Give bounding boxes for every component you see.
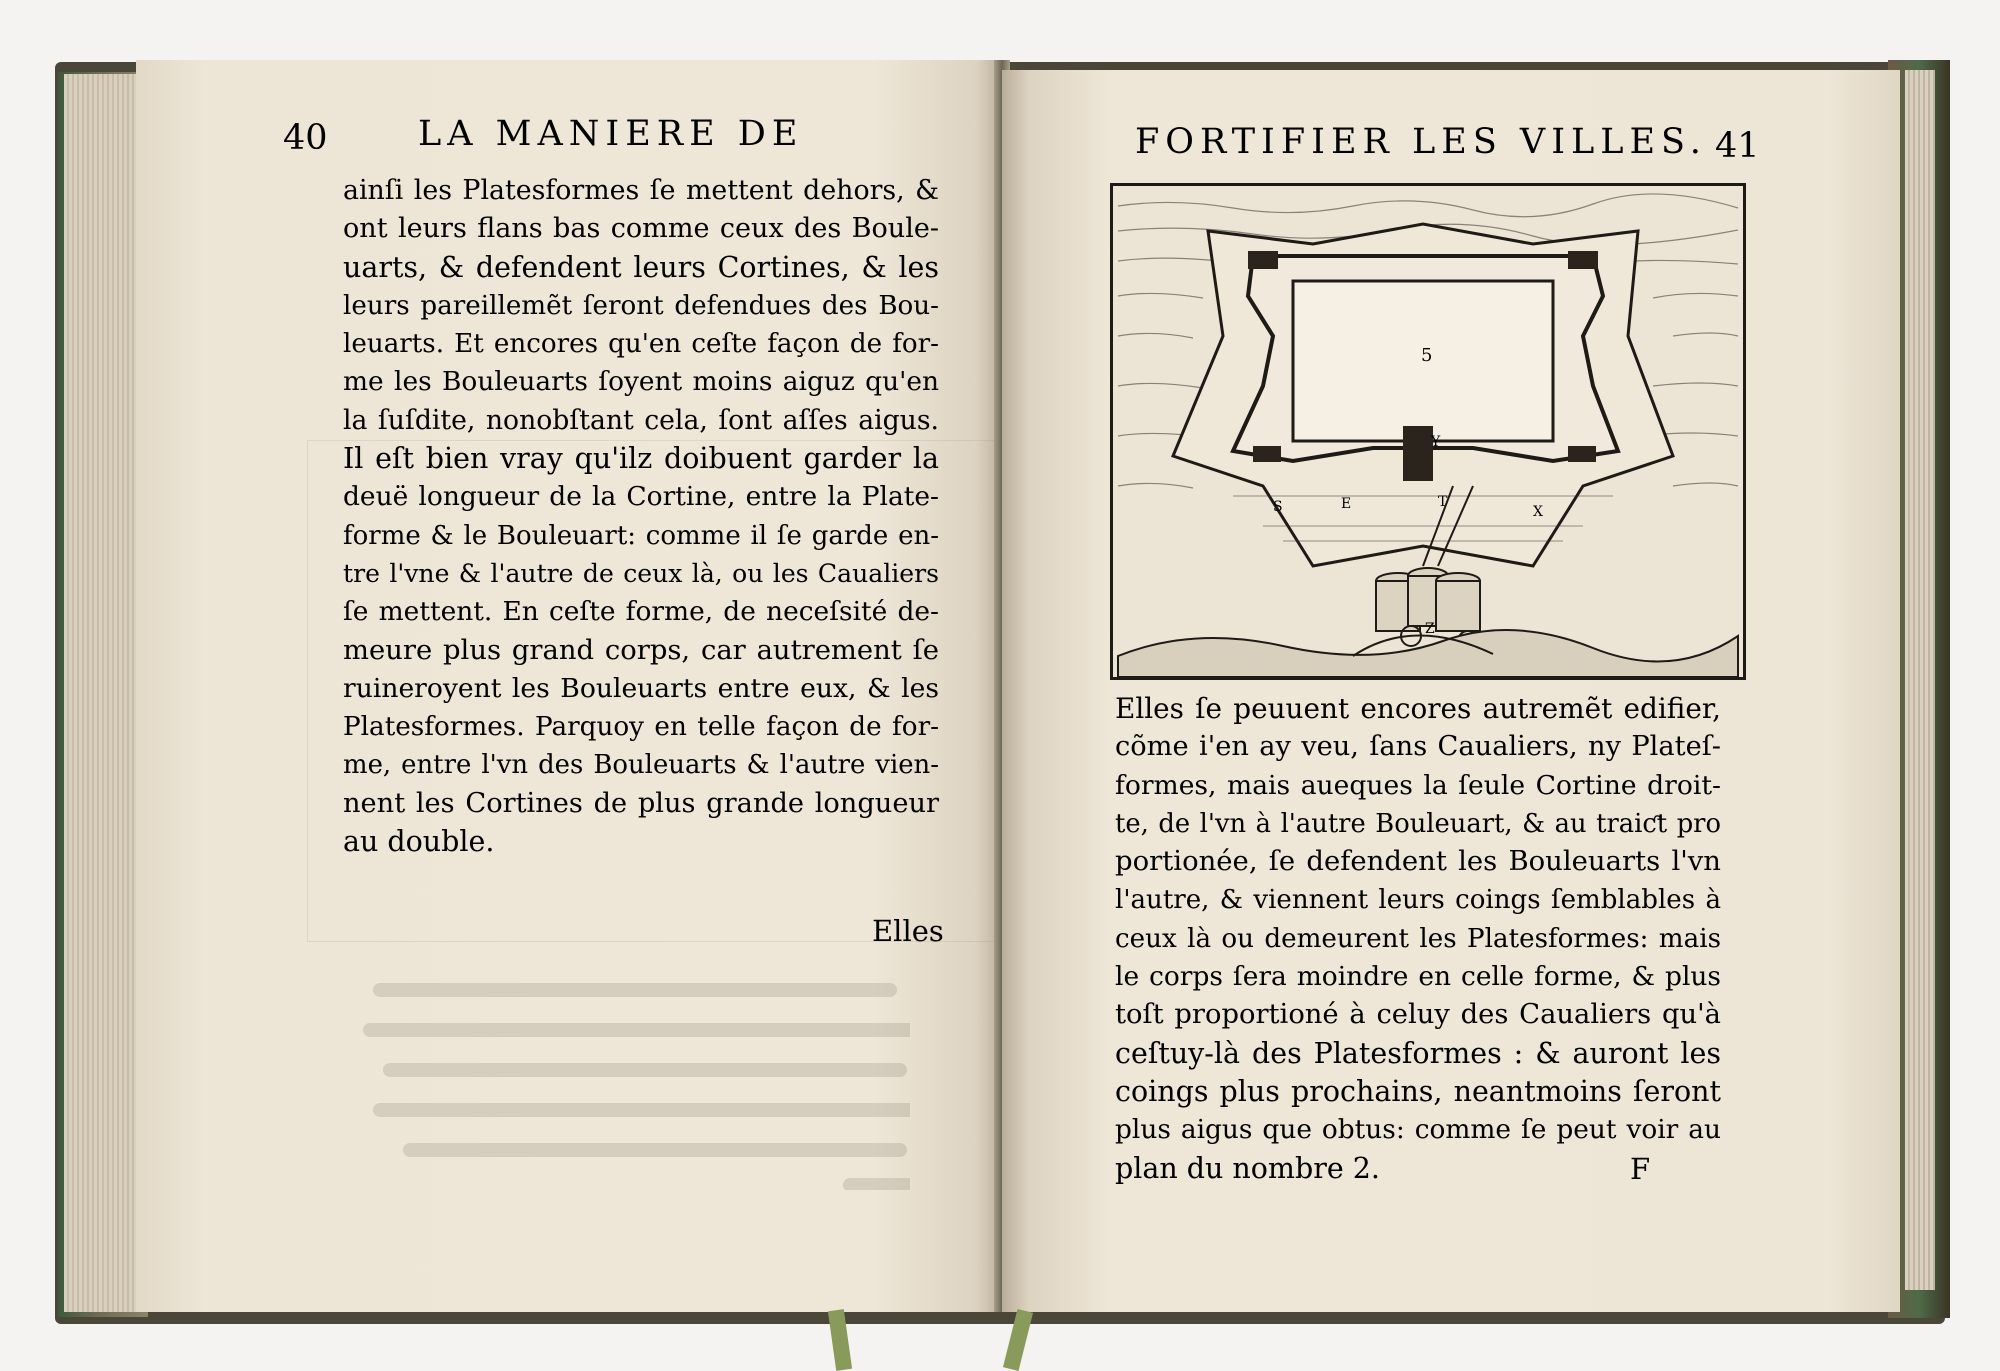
text-line: meure plus grand corps, car autrement ſe (343, 634, 939, 666)
figure-label-t: T (1438, 494, 1448, 510)
text-line: plus aigus que obtus: comme ſe peut voir au (1115, 1114, 1721, 1146)
text-line: ainſi les Platesformes ſe mettent dehors, & (343, 175, 939, 206)
left-page-number: 40 (283, 118, 328, 158)
figure-label-center: 5 (1421, 345, 1433, 366)
figure-label-x: X (1533, 504, 1543, 520)
text-line: l'autre, & viennent leurs coings ſemblables à (1115, 885, 1721, 916)
text-line: formes, mais aueques la ſeule Cortine droit- (1115, 769, 1721, 801)
ink-bleed-through (350, 980, 910, 1190)
text-line: leuarts. Et encores qu'en ceſte façon de for- (343, 329, 939, 360)
left-running-head: LA MANIERE DE (418, 114, 804, 154)
text-line: le corps ſera moindre en celle forme, & plus (1115, 961, 1721, 993)
text-line: toſt proportioné à celuy des Caualiers qu'à (1115, 999, 1721, 1031)
figure-label-s: S (1273, 499, 1283, 515)
text-line: ont leurs flans bas comme ceux des Boule- (343, 213, 939, 245)
text-line: Platesformes. Parquoy en telle façon de for- (343, 712, 939, 743)
fortification-plan-illustration (1113, 186, 1743, 677)
signature-mark: F (1630, 1152, 1651, 1186)
figure-label-z: Z (1425, 621, 1435, 637)
text-line: forme & le Bouleuart: comme il ſe garde en- (343, 520, 939, 551)
bleed-lines (350, 980, 910, 1190)
catchword: Elles (872, 914, 944, 948)
right-body-text (1115, 690, 1721, 1188)
fortification-woodcut (1110, 183, 1746, 680)
text-line: nent les Cortines de plus grande longueur (343, 787, 939, 819)
figure-label-y: Y (1431, 434, 1441, 450)
text-line: te, de l'vn à l'autre Bouleuart, & au traiƈt pro (1115, 808, 1721, 839)
text-line: Elles ſe peuuent encores autremẽt edifier, (1115, 692, 1721, 725)
text-line: coings plus prochains, neantmoins ſeront (1115, 1074, 1721, 1108)
figure-label-e: E (1341, 496, 1352, 512)
text-line: leurs pareillemẽt ſeront defendues des Bou- (343, 290, 939, 321)
right-page-edges (1905, 70, 1935, 1290)
right-running-head: FORTIFIER LES VILLES. (1135, 122, 1707, 162)
left-page-edges (64, 74, 140, 1312)
text-line: deuë longueur de la Cortine, entre la Plate- (343, 481, 939, 513)
text-line: tre l'vne & l'autre de ceux là, ou les Caualiers (343, 558, 939, 588)
text-line: uarts, & defendent leurs Cortines, & les (343, 250, 939, 284)
text-line: au double. (343, 825, 495, 859)
text-line: ceſtuy-là des Platesformes : & auront les (1115, 1036, 1721, 1070)
text-line: cõme i'en ay veu, ſans Caualiers, ny Plateſ- (1115, 731, 1721, 763)
left-body-text (343, 172, 939, 861)
text-line: plan du nombre 2. (1115, 1151, 1380, 1185)
text-line: ruineroyent les Bouleuarts entre eux, & les (343, 672, 939, 704)
text-line: portionée, ſe defendent les Bouleuarts l'vn (1115, 846, 1721, 878)
right-page-number: 41 (1715, 126, 1760, 166)
text-line: ſe mettent. En ceſte forme, de neceſsité de- (343, 596, 939, 628)
text-line: me les Bouleuarts ſoyent moins aiguz qu'en (343, 366, 939, 398)
text-line: la ſuſdite, nonobſtant cela, ſont aſſes aigus. (343, 404, 939, 436)
text-line: Il eſt bien vray qu'ilz doibuent garder la (343, 442, 939, 476)
text-line: me, entre l'vn des Bouleuarts & l'autre vien- (343, 750, 939, 781)
text-line: ceux là ou demeurent les Platesformes: mais (1115, 923, 1721, 954)
